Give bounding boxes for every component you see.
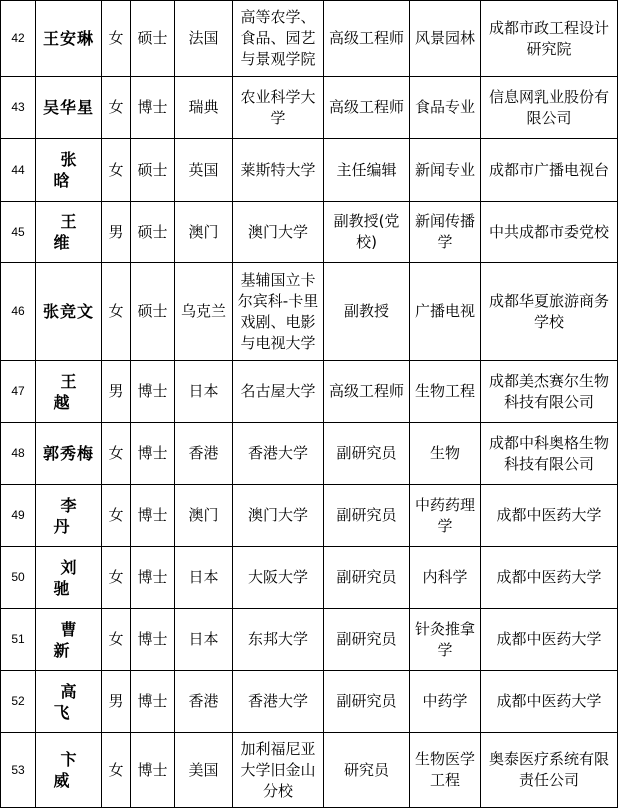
row-number: 48 (1, 423, 36, 485)
professional-title: 高级工程师 (324, 1, 410, 77)
row-number: 46 (1, 263, 36, 361)
table-row (1, 485, 618, 547)
person-name: 郭秀梅 (36, 423, 102, 485)
degree: 博士 (131, 609, 175, 671)
person-name: 王越 (36, 361, 102, 423)
gender: 女 (102, 547, 131, 609)
employer: 成都中医药大学 (481, 671, 618, 733)
degree: 博士 (131, 423, 175, 485)
country: 英国 (175, 139, 233, 202)
row-number: 44 (1, 139, 36, 202)
employer: 成都美杰赛尔生物科技有限公司 (481, 361, 618, 423)
row-number: 43 (1, 77, 36, 139)
gender: 女 (102, 485, 131, 547)
degree: 硕士 (131, 202, 175, 263)
row-number: 42 (1, 1, 36, 77)
school: 大阪大学 (233, 547, 324, 609)
school: 香港大学 (233, 671, 324, 733)
row-number: 50 (1, 547, 36, 609)
person-name: 张晗 (36, 139, 102, 202)
employer: 奥泰医疗系统有限责任公司 (481, 733, 618, 808)
gender: 女 (102, 263, 131, 361)
person-name: 高飞 (36, 671, 102, 733)
table-row (1, 1, 618, 77)
major: 生物 (410, 423, 481, 485)
employer: 成都市广播电视台 (481, 139, 618, 202)
country: 香港 (175, 671, 233, 733)
degree: 硕士 (131, 1, 175, 77)
person-name: 李丹 (36, 485, 102, 547)
table-row (1, 139, 618, 202)
table-row (1, 77, 618, 139)
employer: 信息网乳业股份有限公司 (481, 77, 618, 139)
school: 名古屋大学 (233, 361, 324, 423)
major: 新闻专业 (410, 139, 481, 202)
professional-title: 副教授(党校) (324, 202, 410, 263)
degree: 博士 (131, 361, 175, 423)
degree: 博士 (131, 671, 175, 733)
table-row (1, 547, 618, 609)
major: 中药学 (410, 671, 481, 733)
school: 加利福尼亚大学旧金山分校 (233, 733, 324, 808)
gender: 女 (102, 139, 131, 202)
table-row (1, 609, 618, 671)
employer: 成都中科奥格生物科技有限公司 (481, 423, 618, 485)
employer: 成都华夏旅游商务学校 (481, 263, 618, 361)
person-name: 王维 (36, 202, 102, 263)
person-name: 张竞文 (36, 263, 102, 361)
table-row (1, 263, 618, 361)
gender: 女 (102, 1, 131, 77)
country: 美国 (175, 733, 233, 808)
school: 莱斯特大学 (233, 139, 324, 202)
degree: 硕士 (131, 263, 175, 361)
major: 食品专业 (410, 77, 481, 139)
degree: 博士 (131, 485, 175, 547)
employer: 成都中医药大学 (481, 609, 618, 671)
professional-title: 副研究员 (324, 485, 410, 547)
gender: 男 (102, 202, 131, 263)
school: 农业科学大学 (233, 77, 324, 139)
employer: 成都中医药大学 (481, 485, 618, 547)
table-row (1, 361, 618, 423)
gender: 女 (102, 423, 131, 485)
table-row (1, 671, 618, 733)
person-name: 王安琳 (36, 1, 102, 77)
professional-title: 高级工程师 (324, 361, 410, 423)
person-name: 卞威 (36, 733, 102, 808)
country: 日本 (175, 547, 233, 609)
major: 生物工程 (410, 361, 481, 423)
school: 高等农学、食品、园艺与景观学院 (233, 1, 324, 77)
country: 瑞典 (175, 77, 233, 139)
professional-title: 高级工程师 (324, 77, 410, 139)
country: 香港 (175, 423, 233, 485)
gender: 女 (102, 733, 131, 808)
major: 广播电视 (410, 263, 481, 361)
country: 日本 (175, 609, 233, 671)
degree: 博士 (131, 733, 175, 808)
row-number: 47 (1, 361, 36, 423)
table-row (1, 423, 618, 485)
degree: 博士 (131, 547, 175, 609)
school: 澳门大学 (233, 202, 324, 263)
country: 法国 (175, 1, 233, 77)
professional-title: 副研究员 (324, 609, 410, 671)
gender: 男 (102, 671, 131, 733)
gender: 女 (102, 77, 131, 139)
employer: 成都市政工程设计研究院 (481, 1, 618, 77)
gender: 女 (102, 609, 131, 671)
country: 日本 (175, 361, 233, 423)
school: 香港大学 (233, 423, 324, 485)
major: 风景园林 (410, 1, 481, 77)
professional-title: 副研究员 (324, 547, 410, 609)
major: 内科学 (410, 547, 481, 609)
table-row (1, 202, 618, 263)
major: 新闻传播学 (410, 202, 481, 263)
school: 基辅国立卡尔宾科-卡里戏剧、电影与电视大学 (233, 263, 324, 361)
employer: 中共成都市委党校 (481, 202, 618, 263)
employer: 成都中医药大学 (481, 547, 618, 609)
row-number: 45 (1, 202, 36, 263)
professional-title: 副研究员 (324, 423, 410, 485)
school: 东邦大学 (233, 609, 324, 671)
country: 乌克兰 (175, 263, 233, 361)
row-number: 52 (1, 671, 36, 733)
professional-title: 主任编辑 (324, 139, 410, 202)
country: 澳门 (175, 202, 233, 263)
person-name: 刘驰 (36, 547, 102, 609)
row-number: 51 (1, 609, 36, 671)
table-row (1, 733, 618, 808)
person-name: 曹新 (36, 609, 102, 671)
school: 澳门大学 (233, 485, 324, 547)
professional-title: 研究员 (324, 733, 410, 808)
country: 澳门 (175, 485, 233, 547)
gender: 男 (102, 361, 131, 423)
professional-title: 副研究员 (324, 671, 410, 733)
person-name: 吴华星 (36, 77, 102, 139)
professional-title: 副教授 (324, 263, 410, 361)
row-number: 49 (1, 485, 36, 547)
major: 中药药理学 (410, 485, 481, 547)
row-number: 53 (1, 733, 36, 808)
major: 生物医学工程 (410, 733, 481, 808)
degree: 硕士 (131, 139, 175, 202)
table-body (1, 1, 618, 808)
major: 针灸推拿学 (410, 609, 481, 671)
degree: 博士 (131, 77, 175, 139)
